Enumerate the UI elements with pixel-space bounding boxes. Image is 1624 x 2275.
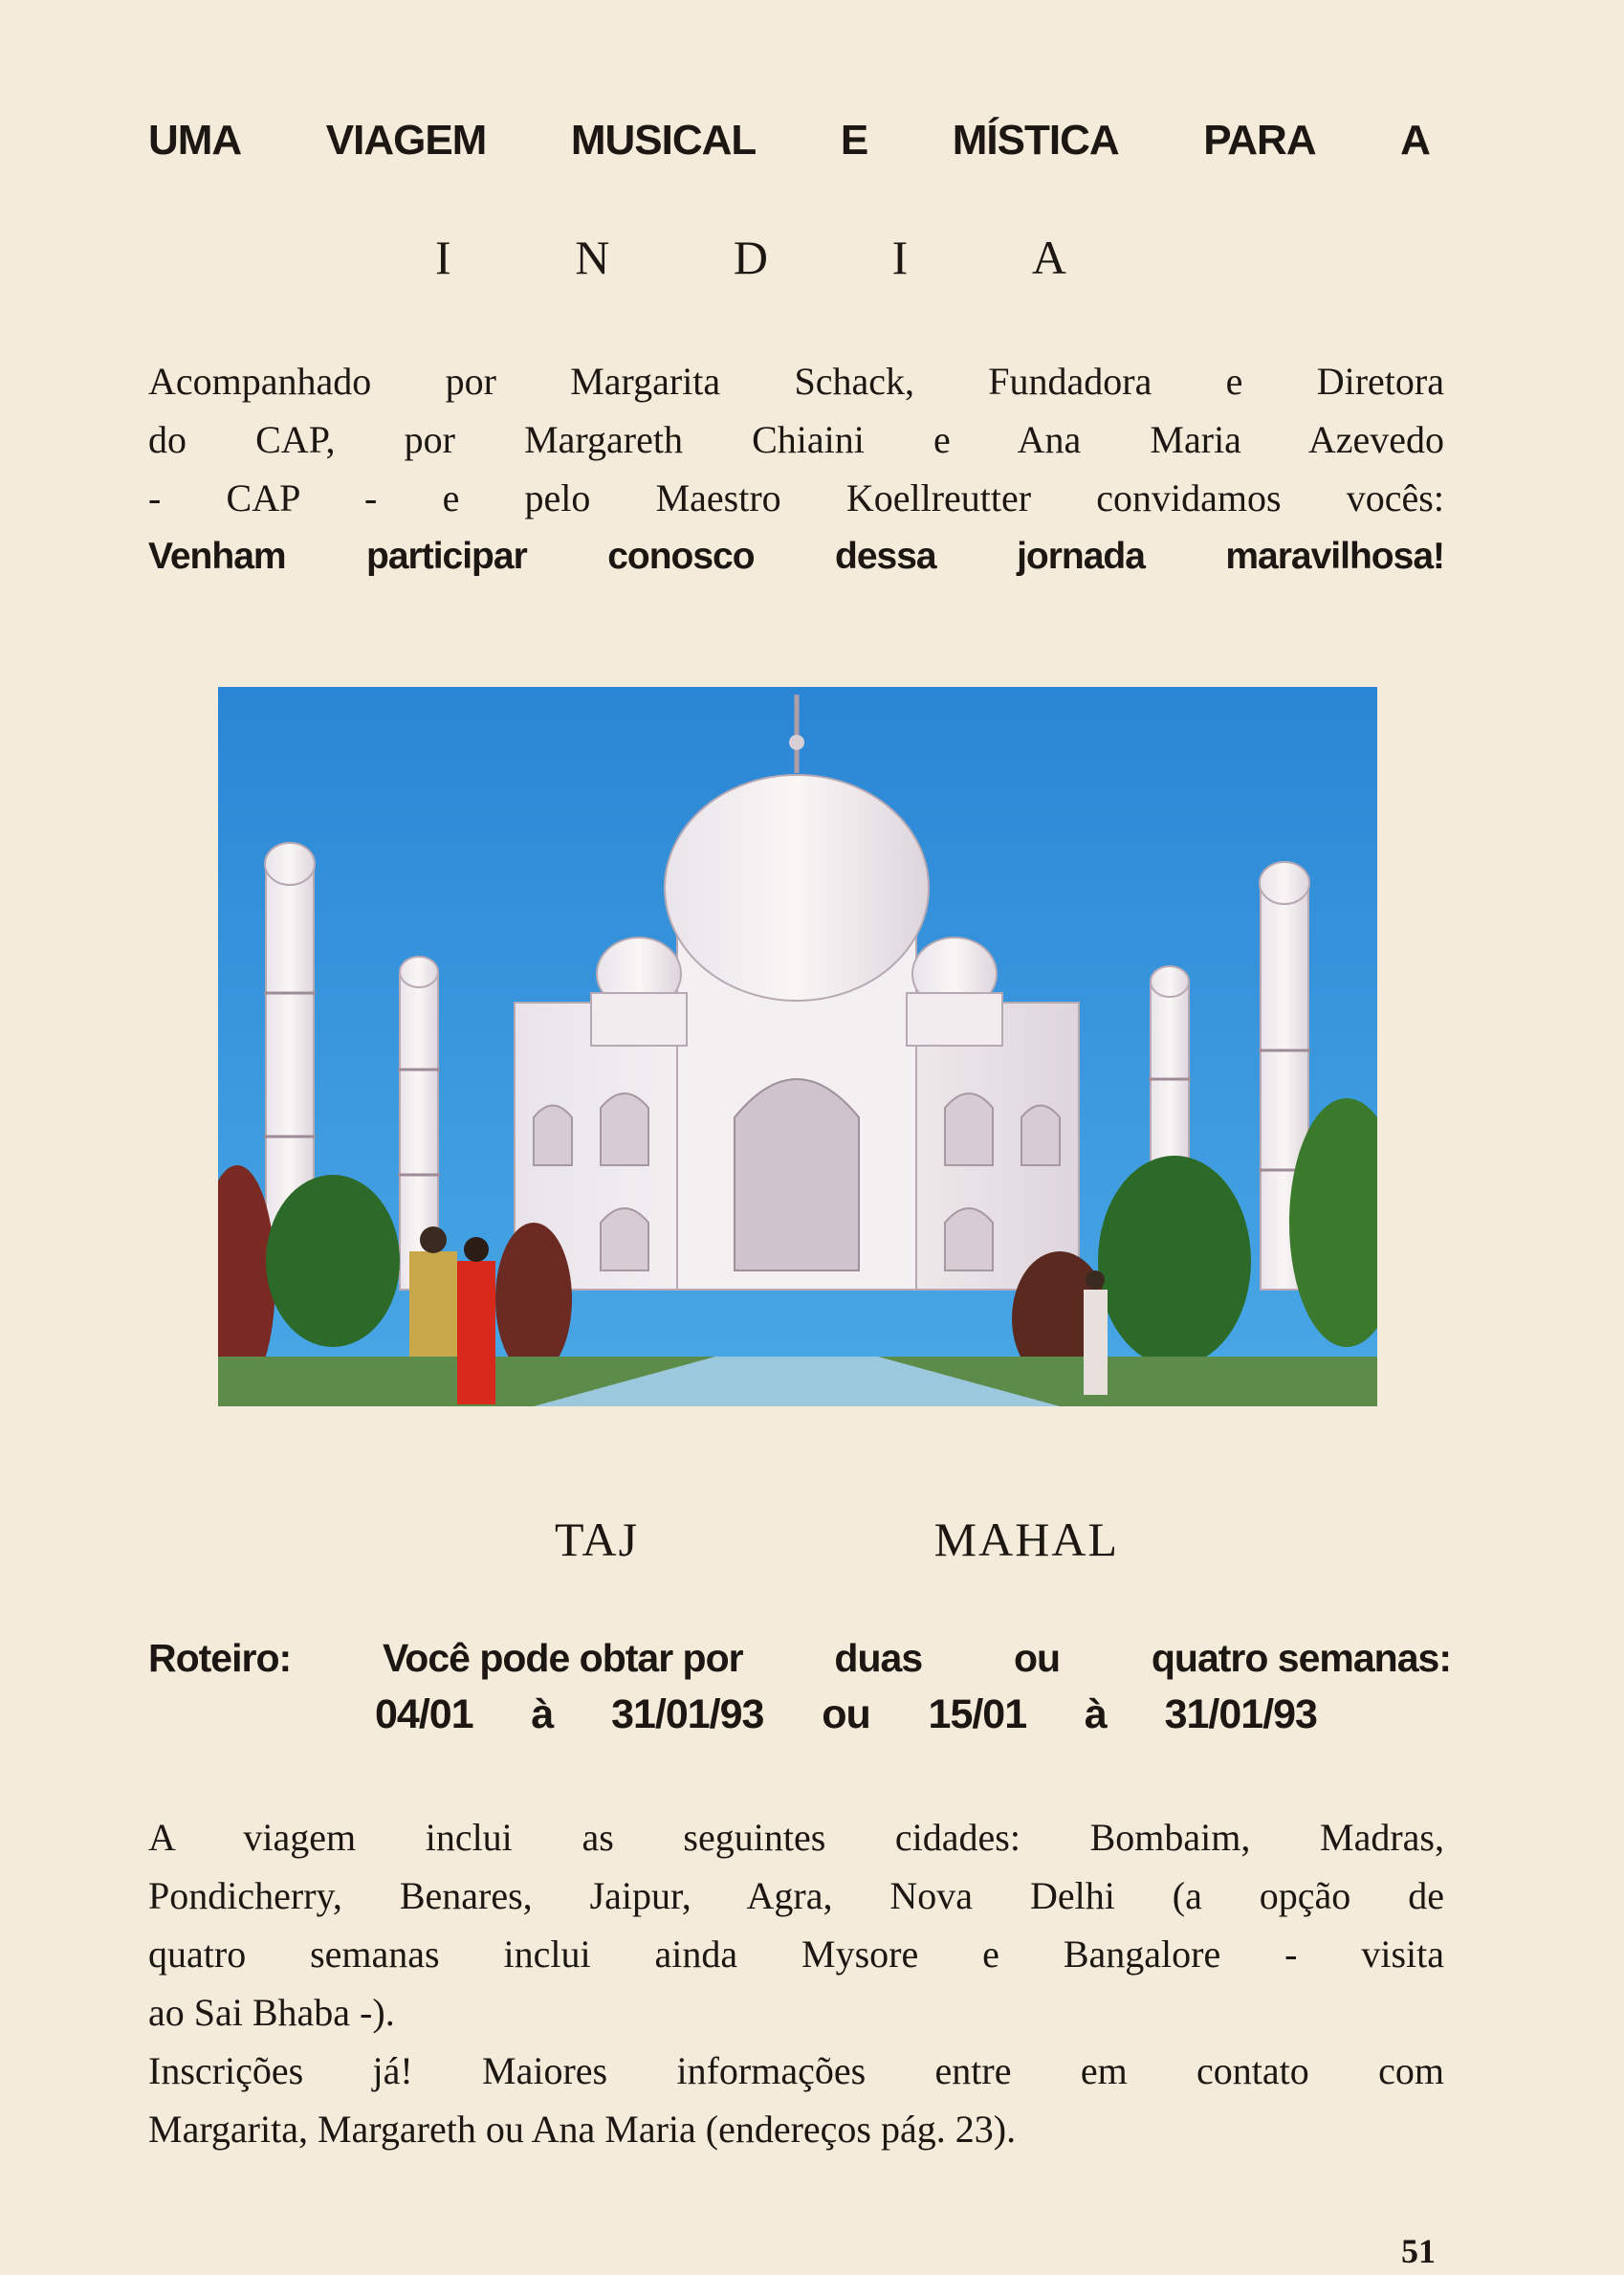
details-line: A viagem inclui as seguintes cidades: Bombaim, Madras, [148,1816,1444,1859]
taj-mahal-photo [218,687,1377,1406]
details-paragraph [148,1808,1444,2158]
caption-word: TAJ [555,1513,640,1566]
heading-word: PARA [1203,117,1316,164]
trip-heading [148,117,1430,165]
details-line: quatro semanas inclui ainda Mysore e Bangalore - visita [148,1933,1444,1976]
title-letter: N [575,231,610,284]
heading-word: MUSICAL [570,117,757,164]
date-token: ou [822,1691,870,1737]
india-title [435,230,1066,285]
date-token: 04/01 [375,1691,473,1737]
title-letter: I [435,231,451,284]
caption-word: MAHAL [933,1513,1119,1566]
date-token: à [531,1691,554,1737]
photo-caption [555,1512,1119,1567]
itinerary-text: ou [1013,1636,1061,1680]
itinerary-line [148,1636,1451,1695]
heading-word: E [840,117,868,164]
page-number: 51 [1401,2232,1436,2270]
heading-word: UMA [148,117,242,164]
date-token: 31/01/93 [611,1691,764,1737]
heading-word: MÍSTICA [952,117,1119,164]
title-letter: D [733,231,769,284]
intro-emphasis: Venham participar conosco dessa jornada maravilhosa! [148,536,1444,577]
heading-word: VIAGEM [325,117,487,164]
taj-mahal-illustration [218,687,1377,1406]
details-line: Margarita, Margareth ou Ana Maria (endereços pág. 23). [148,2108,1017,2151]
itinerary-text: duas [834,1636,923,1680]
date-token: à [1084,1691,1107,1737]
date-token: 31/01/93 [1164,1691,1317,1737]
itinerary-label: Roteiro: [148,1636,292,1680]
itinerary-text: quatro semanas: [1151,1636,1451,1680]
details-line: Pondicherry, Benares, Jaipur, Agra, Nova Delhi (a opção de [148,1874,1444,1917]
intro-paragraph [148,352,1444,585]
title-letter: I [891,231,909,284]
intro-line: do CAP, por Margareth Chiaini e Ana Maria Azevedo [148,418,1444,461]
title-letter: A [1031,231,1066,284]
date-token: 15/01 [928,1691,1027,1737]
intro-line: - CAP - e pelo Maestro Koellreutter convidamos vocês: [148,476,1444,519]
details-line: Inscrições já! Maiores informações entre em contato com [148,2049,1444,2092]
itinerary-text: Você pode obtar por [382,1636,743,1680]
heading-word: A [1400,117,1430,164]
itinerary-dates [375,1691,1317,1738]
details-line: ao Sai Bhaba -). [148,1991,395,2034]
intro-line: Acompanhado por Margarita Schack, Fundadora e Diretora [148,360,1444,403]
